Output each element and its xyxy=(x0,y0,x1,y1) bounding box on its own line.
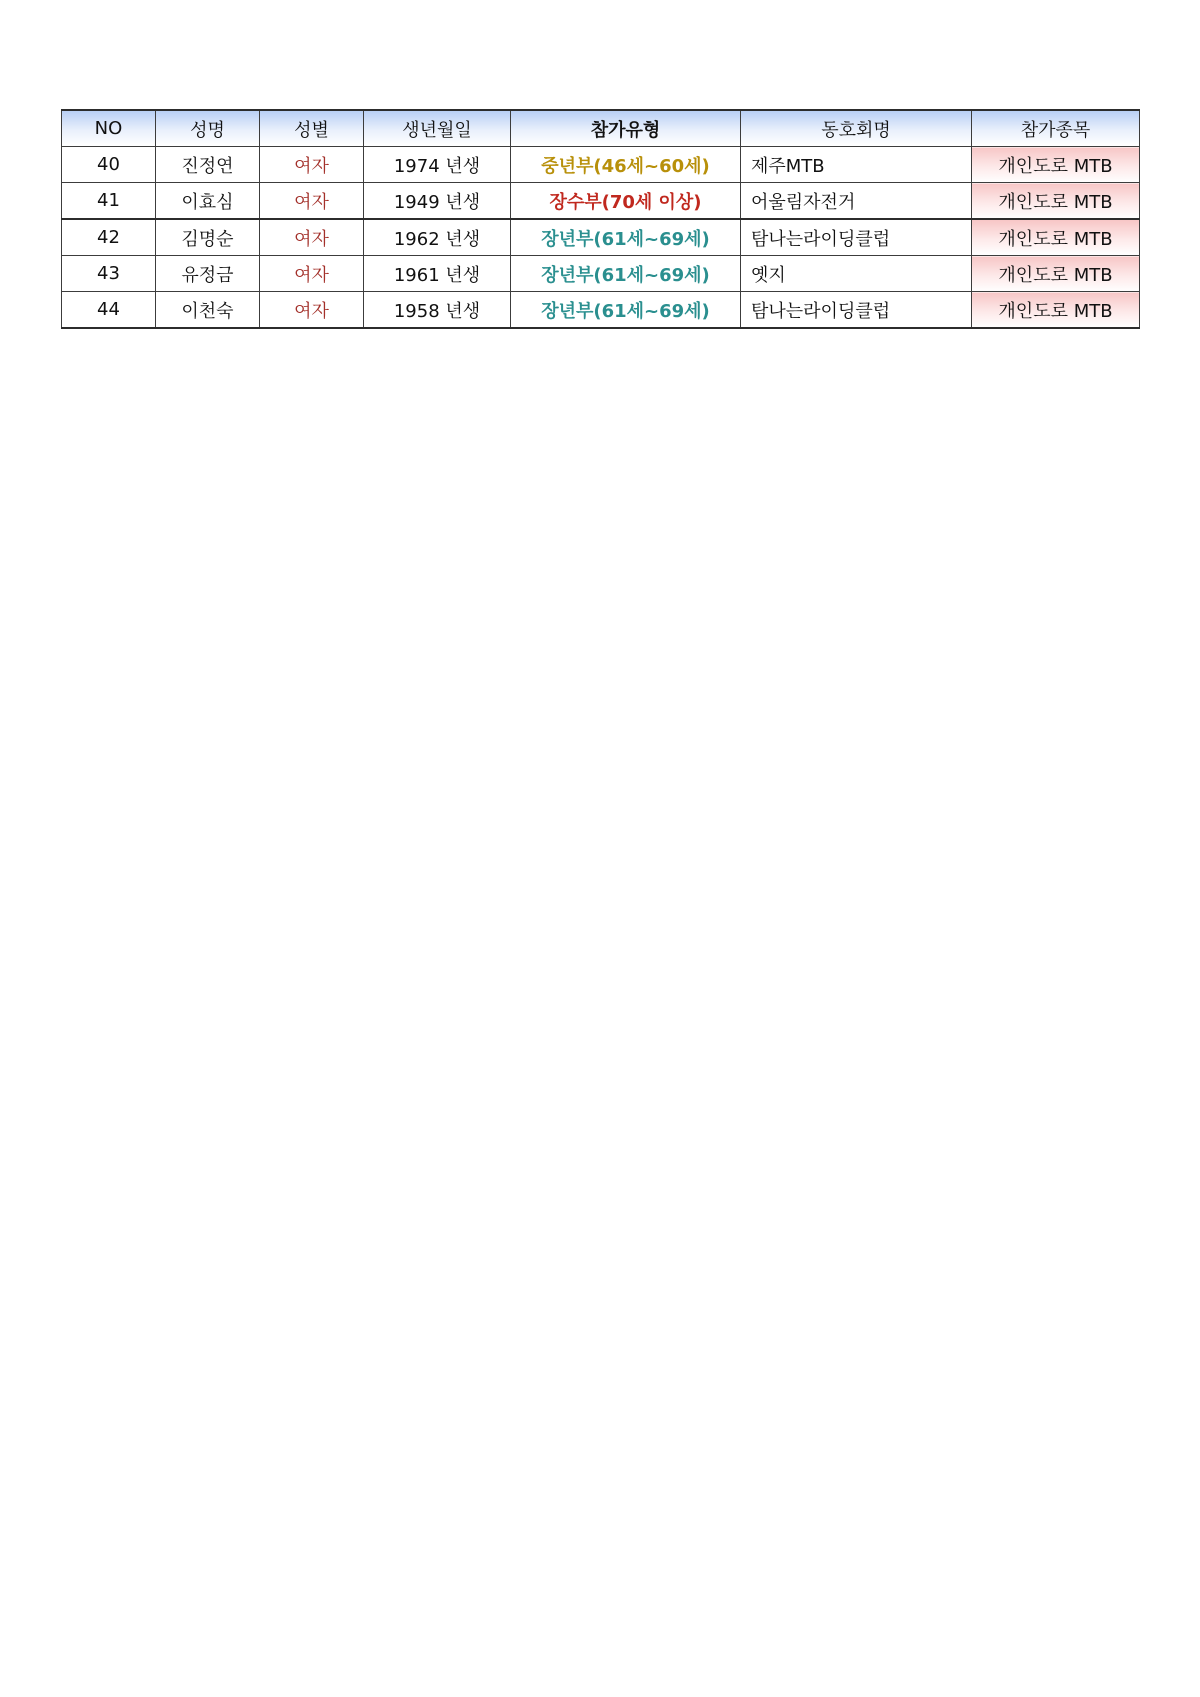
cell-gender: 여자 xyxy=(260,183,364,220)
header-no: NO xyxy=(62,110,156,147)
cell-category: 장년부(61세~69세) xyxy=(511,256,741,292)
cell-event: 개인도로 MTB xyxy=(972,219,1140,256)
cell-birth: 1974 년생 xyxy=(364,147,511,183)
cell-birth: 1961 년생 xyxy=(364,256,511,292)
cell-birth: 1962 년생 xyxy=(364,219,511,256)
cell-category: 장수부(70세 이상) xyxy=(511,183,741,220)
cell-event: 개인도로 MTB xyxy=(972,256,1140,292)
cell-no: 44 xyxy=(62,292,156,329)
cell-no: 42 xyxy=(62,219,156,256)
cell-event: 개인도로 MTB xyxy=(972,292,1140,329)
table-row xyxy=(62,219,1140,256)
cell-name: 이천숙 xyxy=(156,292,260,329)
header-event: 참가종목 xyxy=(972,110,1140,147)
header-category: 참가유형 xyxy=(511,110,741,147)
cell-no: 41 xyxy=(62,183,156,220)
cell-gender: 여자 xyxy=(260,219,364,256)
table-row xyxy=(62,292,1140,329)
cell-category: 장년부(61세~69세) xyxy=(511,219,741,256)
cell-no: 40 xyxy=(62,147,156,183)
table-row xyxy=(62,147,1140,183)
cell-gender: 여자 xyxy=(260,256,364,292)
participant-table xyxy=(61,109,1140,329)
header-birth: 생년월일 xyxy=(364,110,511,147)
cell-gender: 여자 xyxy=(260,147,364,183)
header-name: 성명 xyxy=(156,110,260,147)
cell-club: 탐나는라이딩클럽 xyxy=(741,292,972,329)
cell-category: 장년부(61세~69세) xyxy=(511,292,741,329)
cell-name: 진정연 xyxy=(156,147,260,183)
cell-club: 어울림자전거 xyxy=(741,183,972,220)
cell-club: 옛지 xyxy=(741,256,972,292)
cell-birth: 1958 년생 xyxy=(364,292,511,329)
cell-no: 43 xyxy=(62,256,156,292)
cell-event: 개인도로 MTB xyxy=(972,147,1140,183)
cell-event: 개인도로 MTB xyxy=(972,183,1140,220)
header-club: 동호회명 xyxy=(741,110,972,147)
cell-club: 제주MTB xyxy=(741,147,972,183)
cell-club: 탐나는라이딩클럽 xyxy=(741,219,972,256)
table-row xyxy=(62,256,1140,292)
cell-name: 이효심 xyxy=(156,183,260,220)
cell-name: 유정금 xyxy=(156,256,260,292)
cell-category: 중년부(46세~60세) xyxy=(511,147,741,183)
table-row xyxy=(62,183,1140,220)
cell-gender: 여자 xyxy=(260,292,364,329)
cell-birth: 1949 년생 xyxy=(364,183,511,220)
table-header-row xyxy=(62,110,1140,147)
cell-name: 김명순 xyxy=(156,219,260,256)
header-gender: 성별 xyxy=(260,110,364,147)
